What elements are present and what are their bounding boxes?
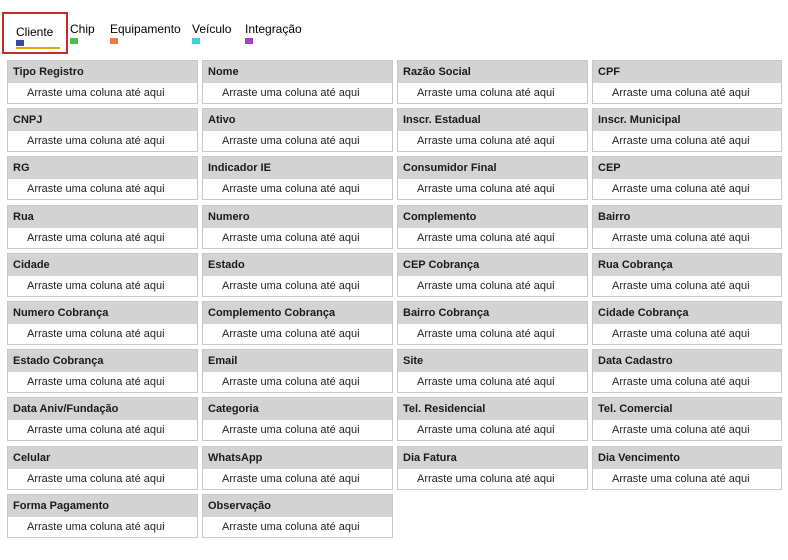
field-drop-target[interactable]: [202, 301, 393, 345]
drop-zone[interactable]: Arraste uma coluna até aqui: [612, 376, 750, 389]
field-drop-target[interactable]: [7, 60, 198, 104]
drop-zone[interactable]: Arraste uma coluna até aqui: [222, 87, 360, 99]
drop-zone[interactable]: Arraste uma coluna até aqui: [612, 183, 750, 196]
drop-zone[interactable]: Arraste uma coluna até aqui: [27, 87, 165, 99]
field-drop-target[interactable]: [7, 108, 198, 152]
drop-zone[interactable]: Arraste uma coluna até aqui: [612, 424, 750, 437]
field-header: Dia Vencimento: [593, 447, 781, 469]
field-header: Estado Cobrança: [8, 350, 197, 372]
drop-zone[interactable]: Arraste uma coluna até aqui: [417, 376, 555, 389]
field-drop-target[interactable]: [397, 156, 588, 200]
field-drop-target[interactable]: [592, 397, 782, 441]
drop-zone[interactable]: Arraste uma coluna até aqui: [27, 135, 165, 148]
field-drop-target[interactable]: [397, 446, 588, 490]
drop-zone[interactable]: Arraste uma coluna até aqui: [612, 87, 750, 99]
field-header: Indicador IE: [203, 157, 392, 179]
drop-zone[interactable]: Arraste uma coluna até aqui: [222, 279, 360, 292]
drop-zone[interactable]: Arraste uma coluna até aqui: [27, 520, 165, 533]
tab-integracao[interactable]: [245, 22, 302, 48]
field-drop-target[interactable]: [397, 205, 588, 249]
drop-zone[interactable]: Arraste uma coluna até aqui: [417, 231, 555, 244]
field-header: Tel. Comercial: [593, 398, 781, 420]
field-drop-target[interactable]: [202, 494, 393, 538]
drop-zone[interactable]: Arraste uma coluna até aqui: [417, 424, 555, 437]
field-drop-target[interactable]: [397, 108, 588, 152]
drop-zone[interactable]: Arraste uma coluna até aqui: [27, 183, 165, 196]
field-header: Data Aniv/Fundação: [8, 398, 197, 420]
field-drop-target[interactable]: [202, 349, 393, 393]
field-header: RG: [8, 157, 197, 179]
drop-zone[interactable]: Arraste uma coluna até aqui: [27, 279, 165, 292]
drop-zone[interactable]: Arraste uma coluna até aqui: [612, 472, 750, 485]
field-header: Estado: [203, 254, 392, 276]
drop-zone[interactable]: Arraste uma coluna até aqui: [612, 135, 750, 148]
drop-zone[interactable]: Arraste uma coluna até aqui: [222, 520, 360, 533]
field-drop-target[interactable]: [592, 349, 782, 393]
drop-zone[interactable]: Arraste uma coluna até aqui: [27, 376, 165, 389]
field-grid: [7, 60, 782, 538]
field-header: Numero Cobrança: [8, 302, 197, 324]
tab-color-swatch: [70, 38, 78, 44]
tab-cliente[interactable]: [2, 12, 68, 54]
drop-zone[interactable]: Arraste uma coluna até aqui: [222, 135, 360, 148]
drop-zone[interactable]: Arraste uma coluna até aqui: [612, 327, 750, 340]
tab-veiculo[interactable]: [192, 22, 231, 48]
drop-zone[interactable]: Arraste uma coluna até aqui: [417, 472, 555, 485]
field-drop-target[interactable]: [592, 108, 782, 152]
field-drop-target[interactable]: [202, 253, 393, 297]
field-drop-target[interactable]: [7, 156, 198, 200]
field-header: Consumidor Final: [398, 157, 587, 179]
field-header: Numero: [203, 206, 392, 228]
field-header: Data Cadastro: [593, 350, 781, 372]
drop-zone[interactable]: Arraste uma coluna até aqui: [222, 327, 360, 340]
drop-zone[interactable]: Arraste uma coluna até aqui: [417, 135, 555, 148]
drop-zone[interactable]: Arraste uma coluna até aqui: [417, 279, 555, 292]
field-header: CNPJ: [8, 109, 197, 131]
field-header: CEP: [593, 157, 781, 179]
drop-zone[interactable]: Arraste uma coluna até aqui: [222, 376, 360, 389]
field-drop-target[interactable]: [397, 397, 588, 441]
field-drop-target[interactable]: [592, 253, 782, 297]
field-header: WhatsApp: [203, 447, 392, 469]
field-header: Nome: [203, 61, 392, 83]
field-header: Tipo Registro: [8, 61, 197, 83]
field-header: Cidade Cobrança: [593, 302, 781, 324]
tab-color-swatch: [110, 38, 118, 44]
field-header: Celular: [8, 447, 197, 469]
field-header: Cidade: [8, 254, 197, 276]
field-header: Inscr. Estadual: [398, 109, 587, 131]
tab-bar: [0, 0, 788, 56]
field-header: Dia Fatura: [398, 447, 587, 469]
drop-zone[interactable]: Arraste uma coluna até aqui: [27, 472, 165, 485]
field-header: Categoria: [203, 398, 392, 420]
field-header: Bairro Cobrança: [398, 302, 587, 324]
tab-label: Equipamento: [110, 22, 181, 36]
field-drop-target[interactable]: [202, 205, 393, 249]
field-drop-target[interactable]: [202, 60, 393, 104]
field-drop-target[interactable]: [202, 108, 393, 152]
field-header: Rua: [8, 206, 197, 228]
field-drop-target[interactable]: [202, 156, 393, 200]
tab-color-swatch: [245, 38, 253, 44]
tab-chip[interactable]: [70, 22, 95, 48]
field-drop-target[interactable]: [592, 446, 782, 490]
drop-zone[interactable]: Arraste uma coluna até aqui: [222, 183, 360, 196]
tab-equipamento[interactable]: [110, 22, 181, 48]
drop-zone[interactable]: Arraste uma coluna até aqui: [27, 327, 165, 340]
field-drop-target[interactable]: [7, 301, 198, 345]
field-drop-target[interactable]: [397, 253, 588, 297]
field-drop-target[interactable]: [592, 301, 782, 345]
field-drop-target[interactable]: [202, 397, 393, 441]
field-drop-target[interactable]: [7, 205, 198, 249]
field-header: Rua Cobrança: [593, 254, 781, 276]
drop-zone[interactable]: Arraste uma coluna até aqui: [222, 231, 360, 244]
drop-zone[interactable]: Arraste uma coluna até aqui: [417, 183, 555, 196]
field-header: Inscr. Municipal: [593, 109, 781, 131]
field-header: Bairro: [593, 206, 781, 228]
drop-zone[interactable]: Arraste uma coluna até aqui: [27, 231, 165, 244]
field-header: Forma Pagamento: [8, 495, 197, 517]
tab-label: Veículo: [192, 22, 232, 36]
drop-zone[interactable]: Arraste uma coluna até aqui: [417, 327, 555, 340]
field-header: Tel. Residencial: [398, 398, 587, 420]
drop-zone[interactable]: Arraste uma coluna até aqui: [612, 279, 750, 292]
field-drop-target[interactable]: [592, 205, 782, 249]
field-drop-target[interactable]: [397, 301, 588, 345]
drop-zone[interactable]: Arraste uma coluna até aqui: [222, 472, 360, 485]
drop-zone[interactable]: Arraste uma coluna até aqui: [222, 424, 360, 437]
field-drop-target[interactable]: [7, 494, 198, 538]
field-drop-target[interactable]: [592, 156, 782, 200]
tab-color-swatch: [16, 40, 24, 46]
drop-zone[interactable]: Arraste uma coluna até aqui: [417, 87, 555, 99]
field-drop-target[interactable]: [7, 253, 198, 297]
drop-zone[interactable]: Arraste uma coluna até aqui: [612, 231, 750, 244]
field-header: Observação: [203, 495, 392, 517]
field-header: CEP Cobrança: [398, 254, 587, 276]
active-tab-underline: [16, 47, 60, 49]
field-header: Ativo: [203, 109, 392, 131]
field-header: CPF: [593, 61, 781, 83]
field-drop-target[interactable]: [397, 349, 588, 393]
field-drop-target[interactable]: [7, 446, 198, 490]
tab-label: Cliente: [16, 25, 54, 39]
drop-zone[interactable]: Arraste uma coluna até aqui: [27, 424, 165, 437]
field-header: Site: [398, 350, 587, 372]
field-drop-target[interactable]: [7, 397, 198, 441]
tab-color-swatch: [192, 38, 200, 44]
field-drop-target[interactable]: [397, 60, 588, 104]
tab-label: Chip: [70, 22, 95, 36]
field-header: Email: [203, 350, 392, 372]
tab-label: Integração: [245, 22, 302, 36]
field-drop-target[interactable]: [202, 446, 393, 490]
field-drop-target[interactable]: [7, 349, 198, 393]
field-drop-target[interactable]: [592, 60, 782, 104]
field-header: Razão Social: [398, 61, 587, 83]
field-header: Complemento: [398, 206, 587, 228]
field-header: Complemento Cobrança: [203, 302, 392, 324]
